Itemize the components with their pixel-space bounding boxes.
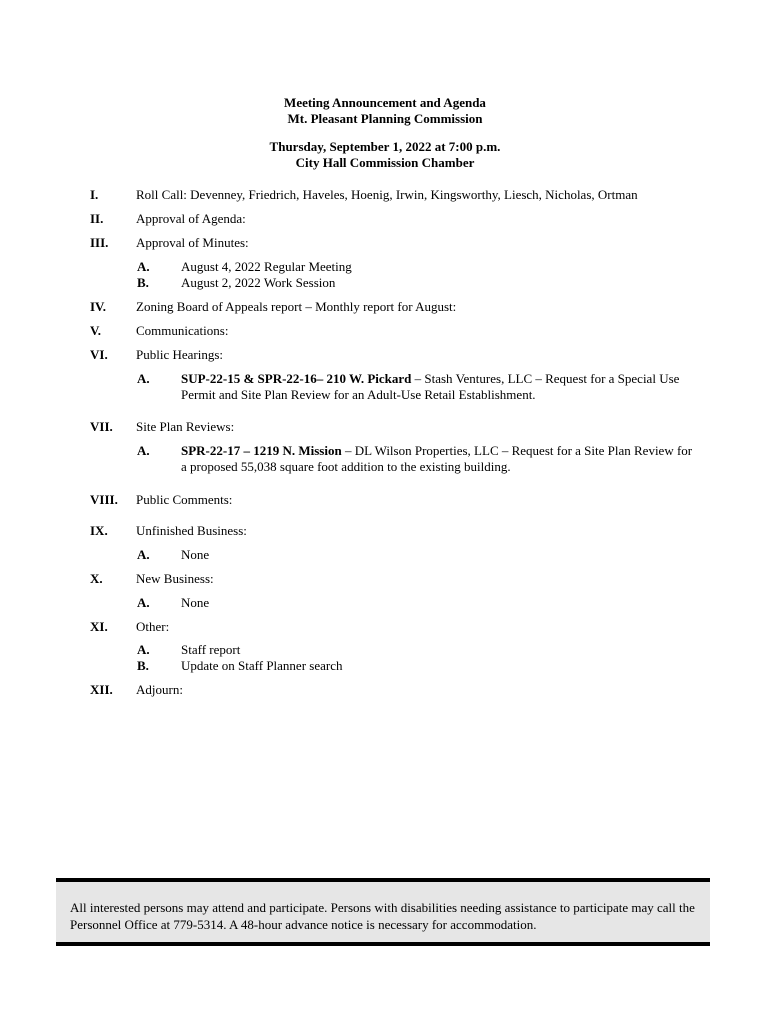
item-text: Adjourn:	[136, 682, 183, 697]
meeting-date-time: Thursday, September 1, 2022 at 7:00 p.m.	[269, 139, 501, 154]
sub-text	[181, 371, 701, 403]
item-text: New Business:	[136, 571, 214, 586]
sub-text	[181, 443, 701, 475]
meeting-title: Meeting Announcement and Agenda	[284, 95, 486, 110]
item-number: XII.	[90, 682, 113, 697]
item-text: Public Comments:	[136, 492, 233, 507]
sub-letter: A.	[137, 443, 150, 458]
notice-text: All interested persons may attend and participate. Persons with disabilities needing assistance to participate may call the Personnel Office at 779-5314. A 48-hour advance notice is necessary for accommodation.	[70, 900, 695, 932]
item-text: Site Plan Reviews:	[136, 419, 235, 434]
sub-letter: A.	[137, 371, 150, 386]
sub-text: None	[181, 595, 210, 610]
sub-text: August 2, 2022 Work Session	[181, 275, 336, 290]
item-text: Public Hearings:	[136, 347, 224, 362]
item-text: Roll Call: Devenney, Friedrich, Haveles, Hoenig, Irwin, Kingsworthy, Liesch, Nicholas, Ortman	[136, 187, 638, 202]
commission-name: Mt. Pleasant Planning Commission	[287, 111, 483, 126]
meeting-datetime-block	[0, 139, 770, 171]
item-text: Other:	[136, 619, 170, 634]
item-number: III.	[90, 235, 109, 250]
sub-letter: A.	[137, 547, 150, 562]
item-text: Approval of Minutes:	[136, 235, 249, 250]
item-number: VI.	[90, 347, 108, 362]
item-number: IV.	[90, 299, 107, 314]
case-description: – Stash Ventures, LLC – Request for a Special Use Permit and Site Plan Review for an Adult-Use Retail Establishment.	[181, 371, 680, 402]
case-number: SUP-22-15 & SPR-22-16– 210 W. Pickard	[181, 371, 412, 386]
sub-letter: A.	[137, 642, 150, 657]
meeting-location: City Hall Commission Chamber	[295, 155, 475, 170]
item-number: VII.	[90, 419, 113, 434]
item-number: IX.	[90, 523, 108, 538]
sub-text: Staff report	[181, 642, 241, 657]
case-description: – DL Wilson Properties, LLC – Request for a Site Plan Review for a proposed 55,038 square foot addition to the existing building.	[181, 443, 693, 474]
sub-letter: B.	[137, 658, 149, 673]
sub-text: August 4, 2022 Regular Meeting	[181, 259, 352, 274]
item-number: I.	[90, 187, 99, 202]
sub-text: Update on Staff Planner search	[181, 658, 343, 673]
item-number: VIII.	[90, 492, 118, 507]
accessibility-notice	[56, 878, 710, 946]
item-text: Communications:	[136, 323, 229, 338]
item-number: V.	[90, 323, 101, 338]
item-text: Unfinished Business:	[136, 523, 247, 538]
item-text: Approval of Agenda:	[136, 211, 246, 226]
item-text: Zoning Board of Appeals report – Monthly report for August:	[136, 299, 457, 314]
case-number: SPR-22-17 – 1219 N. Mission	[181, 443, 342, 458]
sub-letter: A.	[137, 259, 150, 274]
sub-letter: A.	[137, 595, 150, 610]
sub-letter: B.	[137, 275, 149, 290]
sub-text: None	[181, 547, 210, 562]
item-number: XI.	[90, 619, 108, 634]
item-number: II.	[90, 211, 104, 226]
item-number: X.	[90, 571, 103, 586]
agenda-header	[0, 95, 770, 127]
